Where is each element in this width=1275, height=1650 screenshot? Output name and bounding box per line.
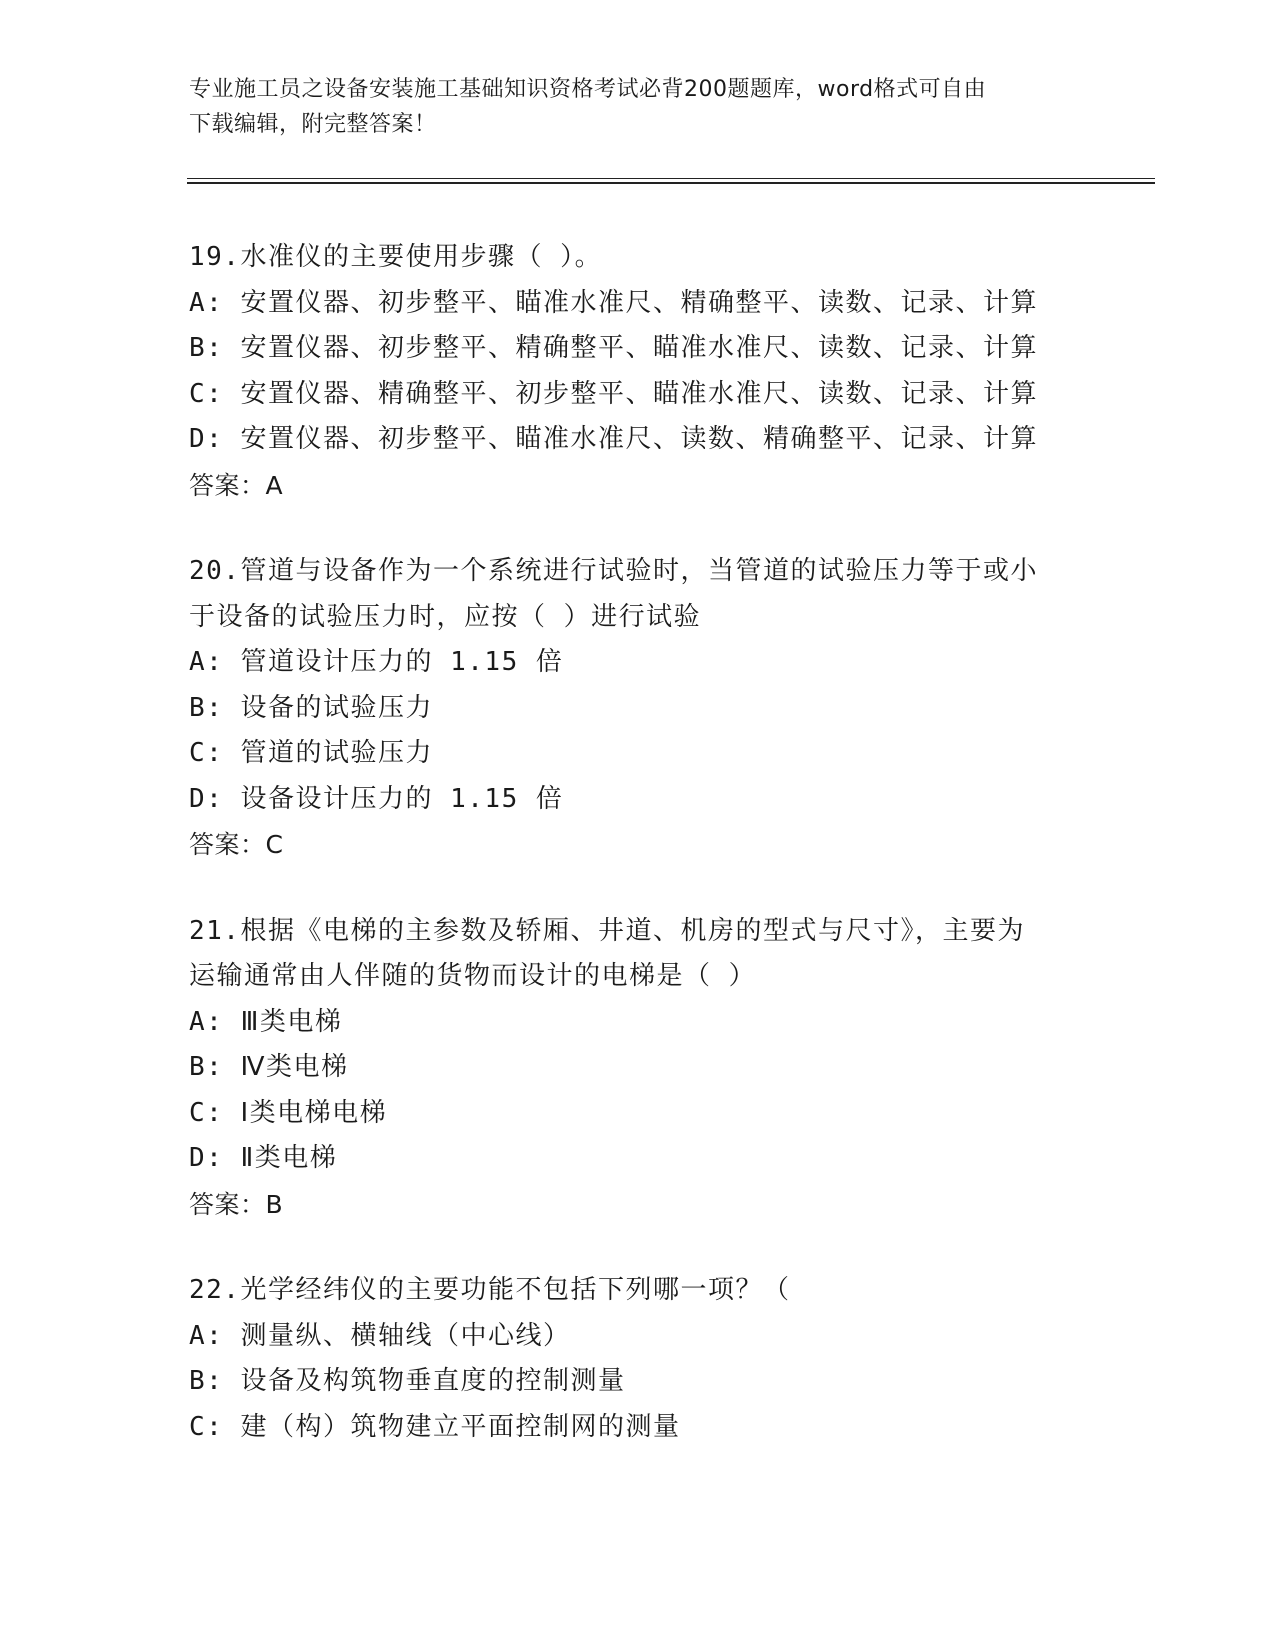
option-b: B: 安置仪器、初步整平、精确整平、瞄准水准尺、读数、记录、计算 xyxy=(189,333,1038,363)
option-c: C: Ⅰ类电梯电梯 xyxy=(189,1097,388,1128)
question-text: 19.水准仪的主要使用步骤（ ）。 xyxy=(189,242,603,272)
question-22 xyxy=(189,1268,1089,1450)
question-21 xyxy=(189,909,1089,1228)
option-a: A: Ⅲ类电梯 xyxy=(189,1006,343,1037)
question-20 xyxy=(189,549,1089,868)
answer: 答案：B xyxy=(189,1189,284,1219)
option-d: D: Ⅱ类电梯 xyxy=(189,1143,338,1173)
document-header xyxy=(189,72,1089,142)
answer: 答案：A xyxy=(189,470,284,500)
option-b: B: 设备及构筑物垂直度的控制测量 xyxy=(189,1366,626,1396)
header-divider-thin xyxy=(187,178,1155,179)
header-line-2: 下载编辑，附完整答案！ xyxy=(189,112,437,137)
option-b: B: Ⅳ类电梯 xyxy=(189,1052,349,1082)
header-line-1: 专业施工员之设备安装施工基础知识资格考试必背200题题库，word格式可自由 xyxy=(189,77,987,102)
option-a: A: 管道设计压力的 1.15 倍 xyxy=(189,647,564,677)
question-list xyxy=(189,235,1089,1491)
question-19 xyxy=(189,235,1089,508)
option-c: C: 管道的试验压力 xyxy=(189,738,433,768)
option-a: A: 测量纵、横轴线（中心线） xyxy=(189,1320,571,1351)
option-b: B: 设备的试验压力 xyxy=(189,692,433,723)
question-text: 22.光学经纬仪的主要功能不包括下列哪一项？（ xyxy=(189,1275,791,1305)
option-c: C: 安置仪器、精确整平、初步整平、瞄准水准尺、读数、记录、计算 xyxy=(189,378,1038,409)
option-d: D: 安置仪器、初步整平、瞄准水准尺、读数、精确整平、记录、计算 xyxy=(189,424,1038,454)
header-divider-thick xyxy=(187,182,1155,184)
question-text-line-1: 21.根据《电梯的主参数及轿厢、井道、机房的型式与尺寸》，主要为 xyxy=(189,915,1025,946)
option-a: A: 安置仪器、初步整平、瞄准水准尺、精确整平、读数、记录、计算 xyxy=(189,287,1038,318)
answer: 答案：C xyxy=(189,830,284,859)
option-c: C: 建（构）筑物建立平面控制网的测量 xyxy=(189,1411,681,1442)
question-text-line-2: 运输通常由人伴随的货物而设计的电梯是（ ） xyxy=(189,961,757,991)
question-text-line-1: 20.管道与设备作为一个系统进行试验时，当管道的试验压力等于或小 xyxy=(189,556,1038,586)
option-d: D: 设备设计压力的 1.15 倍 xyxy=(189,783,564,814)
question-text-line-2: 于设备的试验压力时，应按（ ）进行试验 xyxy=(189,601,702,632)
